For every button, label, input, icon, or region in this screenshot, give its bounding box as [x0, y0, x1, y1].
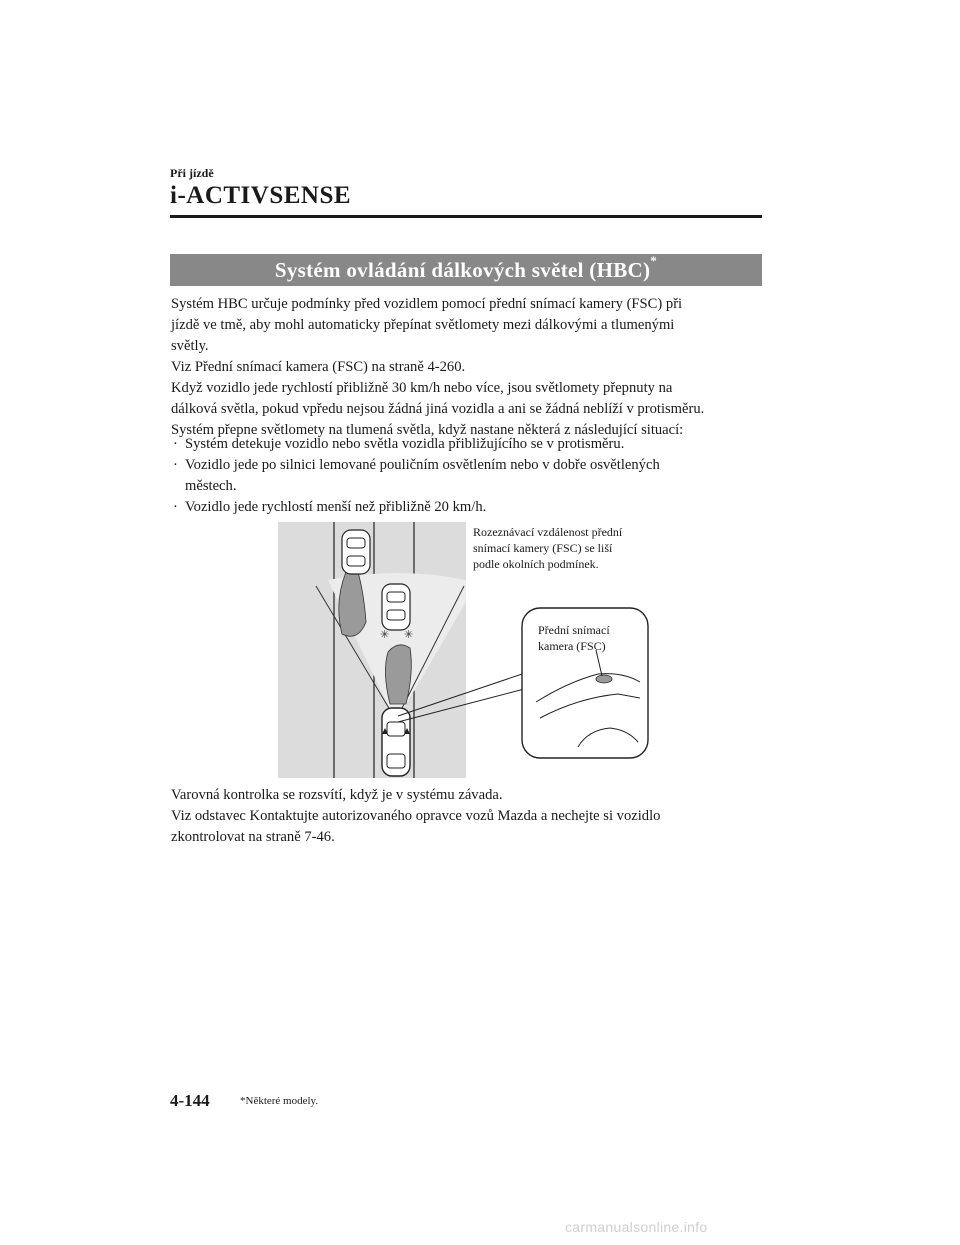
section-label: Při jízdě [170, 166, 214, 180]
intro-text [171, 294, 771, 441]
bullet-icon: · [173, 457, 178, 473]
intro-line: Systém přepne světlomety na tlumená světla, když nastane některá z následující situací: [171, 422, 684, 438]
oncoming-car [342, 530, 370, 574]
own-car [382, 708, 410, 776]
list-item-text: Vozidlo jede rychlostí menší než přibližně 20 km/h. [185, 499, 487, 515]
list-item [173, 497, 773, 518]
callout-line: Rozeznávací vzdálenost přední [473, 525, 623, 539]
camera-unit-icon [596, 675, 612, 683]
outro-line: Varovná kontrolka se rozsvítí, když je v systému závada. [171, 787, 503, 803]
outro-line: zkontrolovat na straně 7-46. [171, 829, 335, 845]
intro-line: světly. [171, 338, 209, 354]
intro-line: dálková světla, pokud vpředu nejsou žádná jiná vozidla a ani se žádná neblíží v protisměru. [171, 401, 705, 417]
intro-line: jízdě ve tmě, aby mohl automaticky přepínat světlomety mezi dálkovými a tlumenými [171, 317, 675, 333]
list-item-text: Systém detekuje vozidlo nebo světla vozidla přibližujícího se v protisměru. [185, 436, 625, 452]
callout-line: Přední snímací [538, 623, 610, 637]
section-title-band [170, 254, 762, 286]
preceding-car [382, 584, 410, 630]
callout-line: kamera (FSC) [538, 639, 606, 653]
outro-line: Viz odstavec Kontaktujte autorizovaného opravce vozů Mazda a nechejte si vozidlo [171, 808, 661, 824]
tail-light-icon: ✳ [404, 629, 414, 641]
intro-line: Viz Přední snímací kamera (FSC) na straně 4-260. [171, 359, 466, 375]
list-item-text: Vozidlo jede po silnici lemované pouličním osvětlením nebo v dobře osvětlených [185, 457, 660, 473]
bullet-icon: · [173, 436, 178, 452]
watermark: carmanualsonline.info [565, 1219, 708, 1235]
section-title: Systém ovládání dálkových světel (HBC) [274, 258, 651, 282]
intro-line: Systém HBC určuje podmínky před vozidlem pomocí přední snímací kamery (FSC) při [171, 296, 683, 312]
page-number: 4-144 [170, 1091, 210, 1110]
list-item [173, 455, 773, 476]
footnote-marker: * [650, 253, 658, 268]
header-rule [170, 215, 762, 218]
list-item [173, 434, 773, 455]
outro-text [171, 785, 771, 848]
list-item-continuation [173, 476, 773, 497]
callout-line: podle okolních podmínek. [473, 557, 599, 571]
condition-list [173, 434, 773, 518]
callout-line: snímací kamery (FSC) se liší [473, 541, 613, 555]
own-headlight-beam [385, 645, 411, 704]
intro-line: Když vozidlo jede rychlostí přibližně 30 km/h nebo více, jsou světlomety přepnuty na [171, 380, 673, 396]
list-item-text: městech. [185, 478, 237, 494]
tail-light-icon: ✳ [380, 629, 390, 641]
chapter-title: i-ACTIVSENSE [170, 182, 352, 209]
bullet-icon: · [173, 499, 178, 515]
range-callout [473, 524, 673, 572]
footnote: *Některé modely. [240, 1095, 319, 1107]
camera-callout [538, 622, 648, 654]
